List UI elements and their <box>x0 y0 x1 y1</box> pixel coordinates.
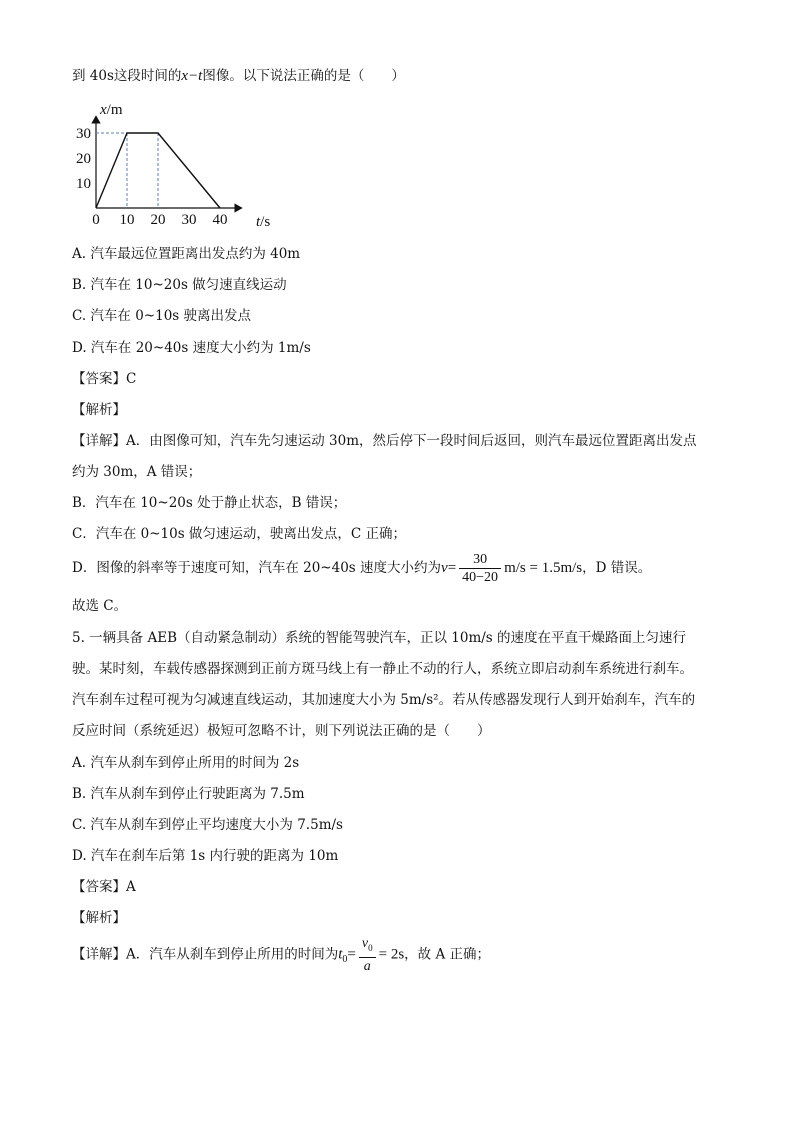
fraction-denominator <box>359 958 376 975</box>
y-tick-label-10: 10 <box>76 176 91 192</box>
x-axis-label: t/s <box>256 214 271 230</box>
q5-detail-a-result: = 2s <box>378 946 405 963</box>
q5-answer: 【答案】A <box>72 879 136 895</box>
q5-stem-1: 5. 一辆具备 AEB（自动紧急制动）系统的智能驾驶汽车，正以 10m/s 的速度在平直干燥路面上匀速行 <box>72 630 687 646</box>
q4-detail-d-fraction <box>459 551 501 586</box>
fraction-numerator-var: v <box>361 936 369 951</box>
q4-detail-d-result: m/s = 1.5m/s <box>504 560 583 576</box>
q5-stem-3: 汽车刹车过程可视为匀减速直线运动，其加速度大小为 5m/s²。若从传感器发现行人到开始刹车，汽车的 <box>72 692 696 708</box>
x-tick-label-0: 0 <box>92 212 100 228</box>
q5-option-d: D. 汽车在刹车后第 1s 内行驶的距离为 10m <box>72 848 339 864</box>
q5-detail-a-post: ，故 A 正确； <box>404 946 490 963</box>
q5-detail-a-pre: 【详解】A．汽车从刹车到停止所用的时间为 <box>72 946 339 963</box>
q5-option-b: B. 汽车从刹车到停止行驶距离为 7.5m <box>72 786 305 802</box>
fraction-numerator-sub: 0 <box>368 942 373 953</box>
y-axis-label: x/m <box>100 102 123 118</box>
q4-option-a: A. 汽车最远位置距离出发点约为 40m <box>72 246 301 262</box>
q4-detail-d <box>72 550 651 586</box>
x-tick-label-10: 10 <box>119 212 135 228</box>
q4-detail-b: B．汽车在 10~20s 处于静止状态，B 错误； <box>72 495 347 511</box>
q5-detail-a-eq: = <box>347 946 356 963</box>
q4-stem-post: 图像。以下说法正确的是（ ） <box>202 68 405 84</box>
fraction-numerator: 30 <box>459 551 501 569</box>
q5-detail-a-fraction <box>359 935 376 975</box>
q4-detail-a-2: 约为 30m，A 错误； <box>72 464 202 480</box>
q4-detail-d-post: ，D 错误。 <box>582 560 652 576</box>
q4-option-b: B. 汽车在 10~20s 做匀速直线运动 <box>72 277 287 293</box>
q4-detail-d-eq: = <box>447 560 457 576</box>
q5-stem-2: 驶。某时刻，车载传感器探测到正前方斑马线上有一静止不动的行人，系统立即启动刹车系统进行刹车。 <box>72 661 693 677</box>
y-tick-label-30: 30 <box>76 126 91 142</box>
fraction-denominator-var: a <box>363 958 371 974</box>
xt-chart <box>70 98 290 232</box>
q4-stem-pre: 到 40s这段时间的 <box>72 68 182 84</box>
fraction-numerator <box>359 935 376 958</box>
q5-detail-a-sub: 0 <box>342 954 348 966</box>
q4-detail-d-var: v <box>441 560 448 576</box>
q5-analysis: 【解析】 <box>72 910 126 926</box>
q4-detail-d-pre: D．图像的斜率等于速度可知，汽车在 20~40s 速度大小约为 <box>72 560 442 576</box>
q4-option-c: C. 汽车在 0~10s 驶离出发点 <box>72 308 252 324</box>
q5-detail-a <box>72 935 490 979</box>
fraction-denominator: 40−20 <box>462 570 499 585</box>
q5-stem-4: 反应时间（系统延迟）极短可忽略不计，则下列说法正确的是（ ） <box>72 723 491 739</box>
q4-detail-a-1: 【详解】A．由图像可知，汽车先匀速运动 30m，然后停下一段时间后返回，则汽车最远位置距离出发点 <box>72 433 697 449</box>
q4-answer: 【答案】C <box>72 371 137 387</box>
x-tick-label-20: 20 <box>150 212 166 228</box>
x-tick-label-30: 30 <box>181 212 197 228</box>
q5-option-a: A. 汽车从刹车到停止所用的时间为 2s <box>72 755 300 771</box>
q5-detail-a-var: t <box>338 946 343 963</box>
y-tick-label-20: 20 <box>76 151 91 167</box>
q4-option-d: D. 汽车在 20~40s 速度大小约为 1m/s <box>72 340 311 356</box>
q4-stem <box>72 66 405 86</box>
q4-detail-c: C．汽车在 0~10s 做匀速运动，驶离出发点，C 正确； <box>72 526 407 542</box>
q4-stem-math: x−t <box>181 68 203 84</box>
q4-analysis: 【解析】 <box>72 402 126 418</box>
q5-option-c: C. 汽车从刹车到停止平均速度大小为 7.5m/s <box>72 817 343 833</box>
x-tick-label-40: 40 <box>212 212 228 228</box>
q4-conclusion: 故选 C。 <box>72 598 128 614</box>
